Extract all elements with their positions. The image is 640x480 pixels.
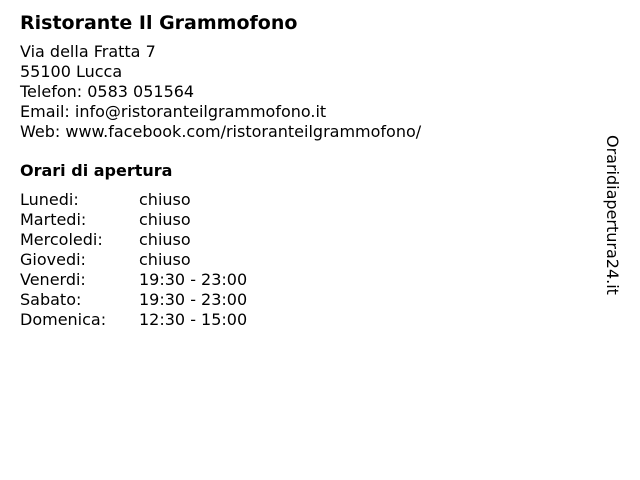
hours-row <box>20 290 247 310</box>
hours-row <box>20 270 247 290</box>
hours-day: Lunedi: <box>20 190 79 209</box>
hours-day: Venerdi: <box>20 270 86 289</box>
opening-hours-title: Orari di apertura <box>20 161 173 180</box>
address-street: Via della Fratta 7 <box>20 42 156 61</box>
hours-day: Giovedi: <box>20 250 86 269</box>
address-block <box>20 42 580 142</box>
hours-day: Mercoledi: <box>20 230 103 249</box>
hours-row <box>20 250 247 270</box>
hours-row <box>20 230 247 250</box>
restaurant-card <box>20 10 580 330</box>
site-watermark: Oraridiapertura24.it <box>603 135 622 295</box>
hours-time: chiuso <box>139 210 191 229</box>
restaurant-name: Ristorante Il Grammofono <box>20 12 298 34</box>
hours-time: 12:30 - 15:00 <box>139 310 248 329</box>
hours-time: 19:30 - 23:00 <box>139 270 248 289</box>
hours-row <box>20 210 247 230</box>
hours-time: 19:30 - 23:00 <box>139 290 248 309</box>
email-line: Email: info@ristoranteilgrammofono.it <box>20 102 327 121</box>
hours-row <box>20 310 247 330</box>
hours-day: Domenica: <box>20 310 107 329</box>
hours-day: Martedi: <box>20 210 87 229</box>
hours-time: chiuso <box>139 250 191 269</box>
address-city: 55100 Lucca <box>20 62 123 81</box>
hours-row <box>20 190 247 210</box>
web-line: Web: www.facebook.com/ristoranteilgrammofono/ <box>20 122 422 141</box>
hours-day: Sabato: <box>20 290 82 309</box>
hours-time: chiuso <box>139 230 191 249</box>
opening-hours-table <box>20 190 247 330</box>
hours-time: chiuso <box>139 190 191 209</box>
phone-line: Telefon: 0583 051564 <box>20 82 195 101</box>
